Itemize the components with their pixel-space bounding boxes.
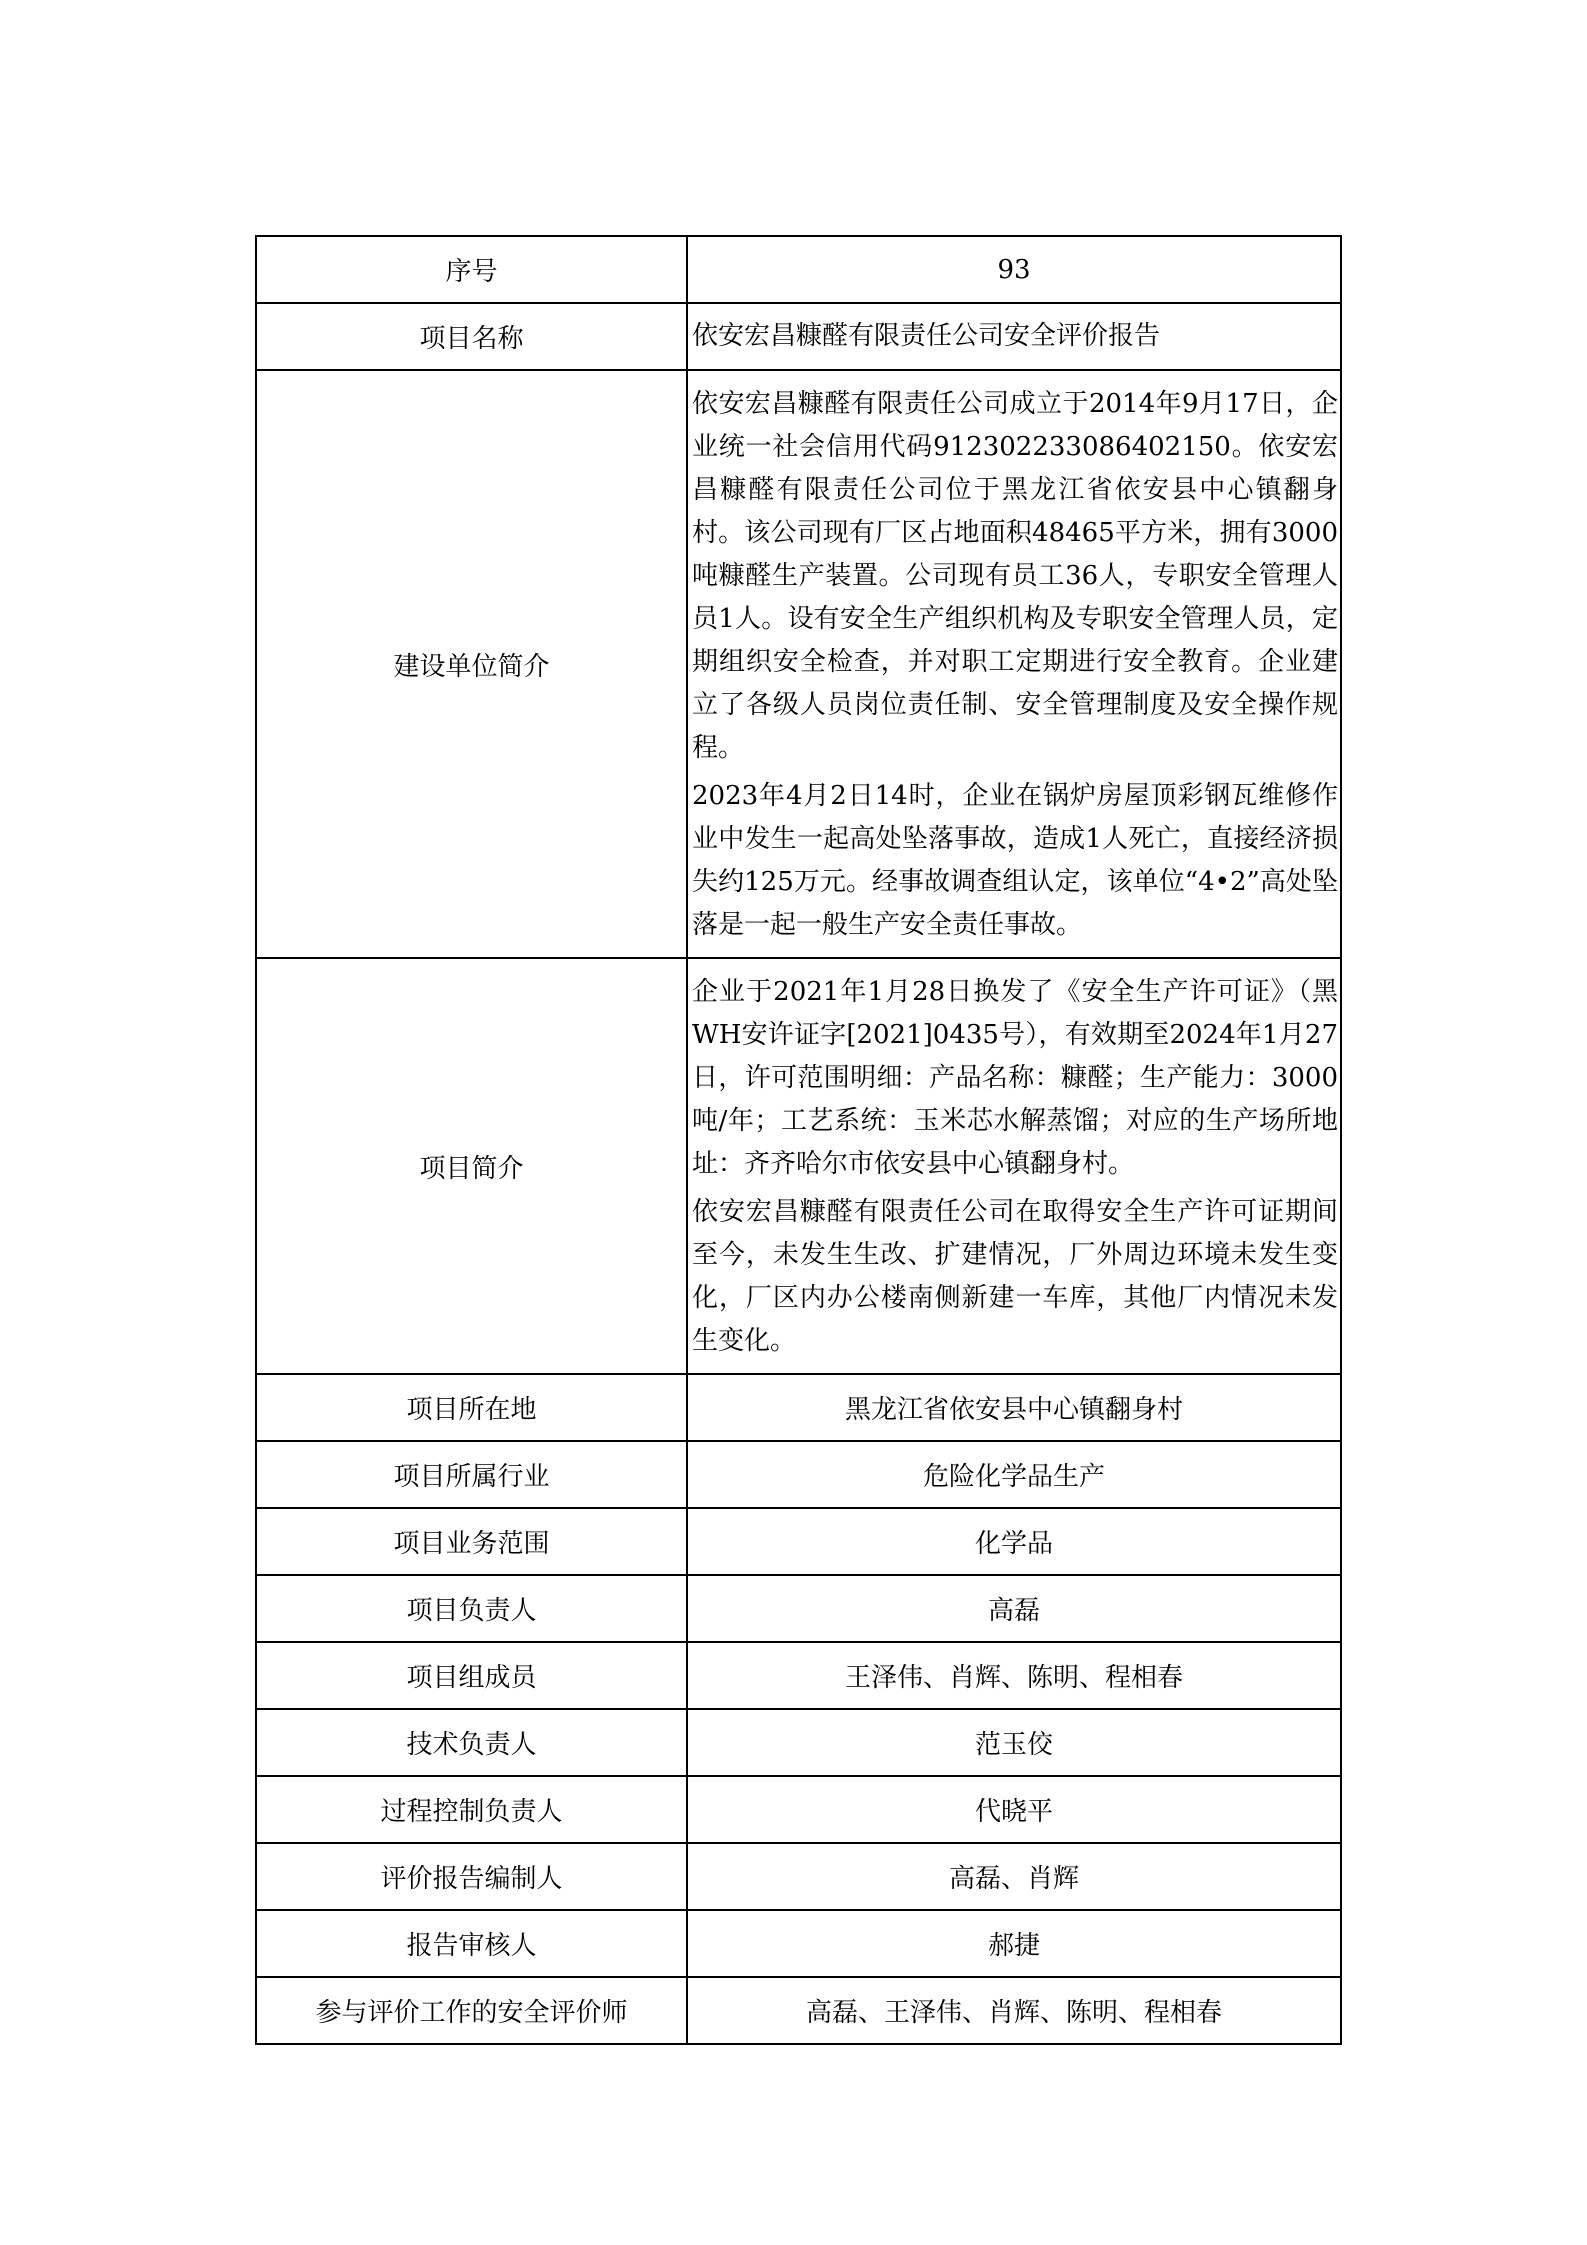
table-row	[256, 303, 1341, 370]
license-paragraph: 企业于2021年1月28日换发了《安全生产许可证》（黑WH安许证字[2021]0435号），有效期至2024年1月27日，许可范围明细：产品名称：糠醛；生产能力：3000吨/年；工艺系统：玉米芯水解蒸馏；对应的生产场所地址：齐齐哈尔市依安县中心镇翻身村。	[692, 977, 1338, 1179]
table-row	[256, 1776, 1341, 1843]
process-control-lead-label: 过程控制负责人	[256, 1776, 687, 1843]
location-value: 黑龙江省依安县中心镇翻身村	[687, 1374, 1341, 1441]
serial-number-value: 93	[687, 236, 1341, 303]
project-name-label: 项目名称	[256, 303, 687, 370]
business-scope-label: 项目业务范围	[256, 1508, 687, 1575]
assessors-value: 高磊、王泽伟、肖辉、陈明、程相春	[687, 1977, 1341, 2044]
table-row	[256, 370, 1341, 958]
project-lead-label: 项目负责人	[256, 1575, 687, 1642]
project-name-value: 依安宏昌糠醛有限责任公司安全评价报告	[687, 303, 1341, 370]
accident-paragraph: 2023年4月2日14时，企业在锅炉房屋顶彩钢瓦维修作业中发生一起高处坠落事故，造成1人死亡，直接经济损失约125万元。经事故调查组认定，该单位“4•2”高处坠落是一起一般生产安全责任事故。	[692, 781, 1338, 940]
table-row	[256, 1441, 1341, 1508]
report-reviewer-label: 报告审核人	[256, 1910, 687, 1977]
team-members-label: 项目组成员	[256, 1642, 687, 1709]
technical-lead-label: 技术负责人	[256, 1709, 687, 1776]
assessors-label: 参与评价工作的安全评价师	[256, 1977, 687, 2044]
table-row	[256, 1575, 1341, 1642]
table-row	[256, 1508, 1341, 1575]
team-members-value: 王泽伟、肖辉、陈明、程相春	[687, 1642, 1341, 1709]
table-row	[256, 1910, 1341, 1977]
project-intro-value	[687, 958, 1341, 1374]
company-intro-value	[687, 370, 1341, 958]
company-intro-paragraph: 依安宏昌糠醛有限责任公司成立于2014年9月17日，企业统一社会信用代码912302233086402150。依安宏昌糠醛有限责任公司位于黑龙江省依安县中心镇翻身村。该公司现有厂区占地面积48465平方米，拥有3000吨糠醛生产装置。公司现有员工36人，专职安全管理人员1人。设有安全生产组织机构及专职安全管理人员，定期组织安全检查，并对职工定期进行安全教育。企业建立了各级人员岗位责任制、安全管理制度及安全操作规程。	[692, 389, 1338, 763]
report-reviewer-value: 郝捷	[687, 1910, 1341, 1977]
industry-value: 危险化学品生产	[687, 1441, 1341, 1508]
table-row	[256, 1374, 1341, 1441]
technical-lead-value: 范玉佼	[687, 1709, 1341, 1776]
project-lead-value: 高磊	[687, 1575, 1341, 1642]
location-label: 项目所在地	[256, 1374, 687, 1441]
table-row	[256, 1843, 1341, 1910]
process-control-lead-value: 代晓平	[687, 1776, 1341, 1843]
project-intro-label: 项目简介	[256, 958, 687, 1374]
company-intro-label: 建设单位简介	[256, 370, 687, 958]
changes-paragraph: 依安宏昌糠醛有限责任公司在取得安全生产许可证期间至今，未发生生改、扩建情况，厂外周边环境未发生变化，厂区内办公楼南侧新建一车库，其他厂内情况未发生变化。	[692, 1197, 1338, 1356]
table-row	[256, 236, 1341, 303]
industry-label: 项目所属行业	[256, 1441, 687, 1508]
table-row	[256, 1709, 1341, 1776]
table-row	[256, 1642, 1341, 1709]
report-authors-value: 高磊、肖辉	[687, 1843, 1341, 1910]
serial-number-label: 序号	[256, 236, 687, 303]
report-authors-label: 评价报告编制人	[256, 1843, 687, 1910]
business-scope-value: 化学品	[687, 1508, 1341, 1575]
project-info-table	[255, 235, 1342, 2045]
table-row	[256, 958, 1341, 1374]
table-row	[256, 1977, 1341, 2044]
